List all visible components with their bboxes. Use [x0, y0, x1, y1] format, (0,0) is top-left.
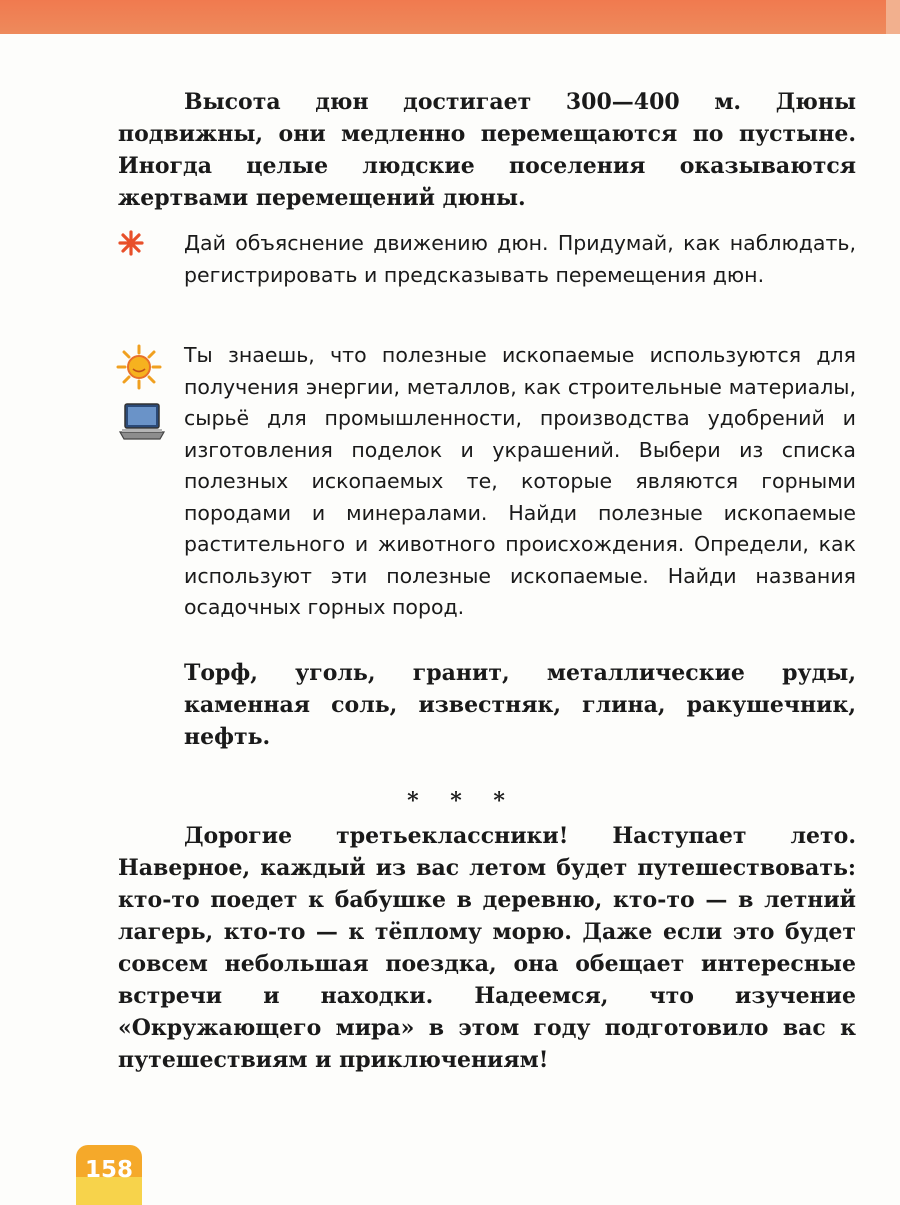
paragraph-farewell: Дорогие третьеклассники! Наступает лето. Наверное, каждый из вас летом будет путешествовать: кто-то поедет к бабушке в деревню, кто-то — в летний лагерь, кто-то — к тёплому морю. Даже если это будет совсем небольшая поездка, она обещает интересные встречи и находки. Надеемся, что изучение «Окружающего мира» в этом году подготовило вас к путешествиям и приключениям!: [118, 823, 856, 1073]
asterisk-icon: [118, 230, 144, 256]
minerals-list: Торф, уголь, гранит, металлические руды, каменная соль, известняк, глина, ракушечник, нефть.: [184, 660, 856, 750]
page-number: 158: [84, 1157, 133, 1183]
task-minerals: Ты знаешь, что полезные ископаемые используются для получения энергии, металлов, как строительные материалы, сырьё для промышленности, производства удобрений и изготовления поделок и украшений. Выбери из списка полезных ископаемых те, которые являются горными породами и минералами. Найди полезные ископаемые растительного и животного происхождения. Определи, как используют эти полезные ископаемые. Найди названия осадочных горных пород.: [184, 343, 856, 619]
paragraph-dunes: Высота дюн достигает 300—400 м. Дюны подвижны, они медленно перемещаются по пустыне. Иногда целые людские поселения оказываются жертвами перемещений дюны.: [118, 89, 856, 211]
laptop-icon: [118, 402, 166, 442]
page-number-tab: [76, 1145, 142, 1205]
sun-icon: [116, 344, 162, 390]
task-dunes-observation: Дай объяснение движению дюн. Придумай, как наблюдать, регистрировать и предсказывать перемещения дюн.: [184, 231, 856, 287]
top-band-edge: [886, 0, 900, 34]
top-color-band: [0, 0, 900, 34]
section-separator: * * *: [407, 788, 517, 814]
